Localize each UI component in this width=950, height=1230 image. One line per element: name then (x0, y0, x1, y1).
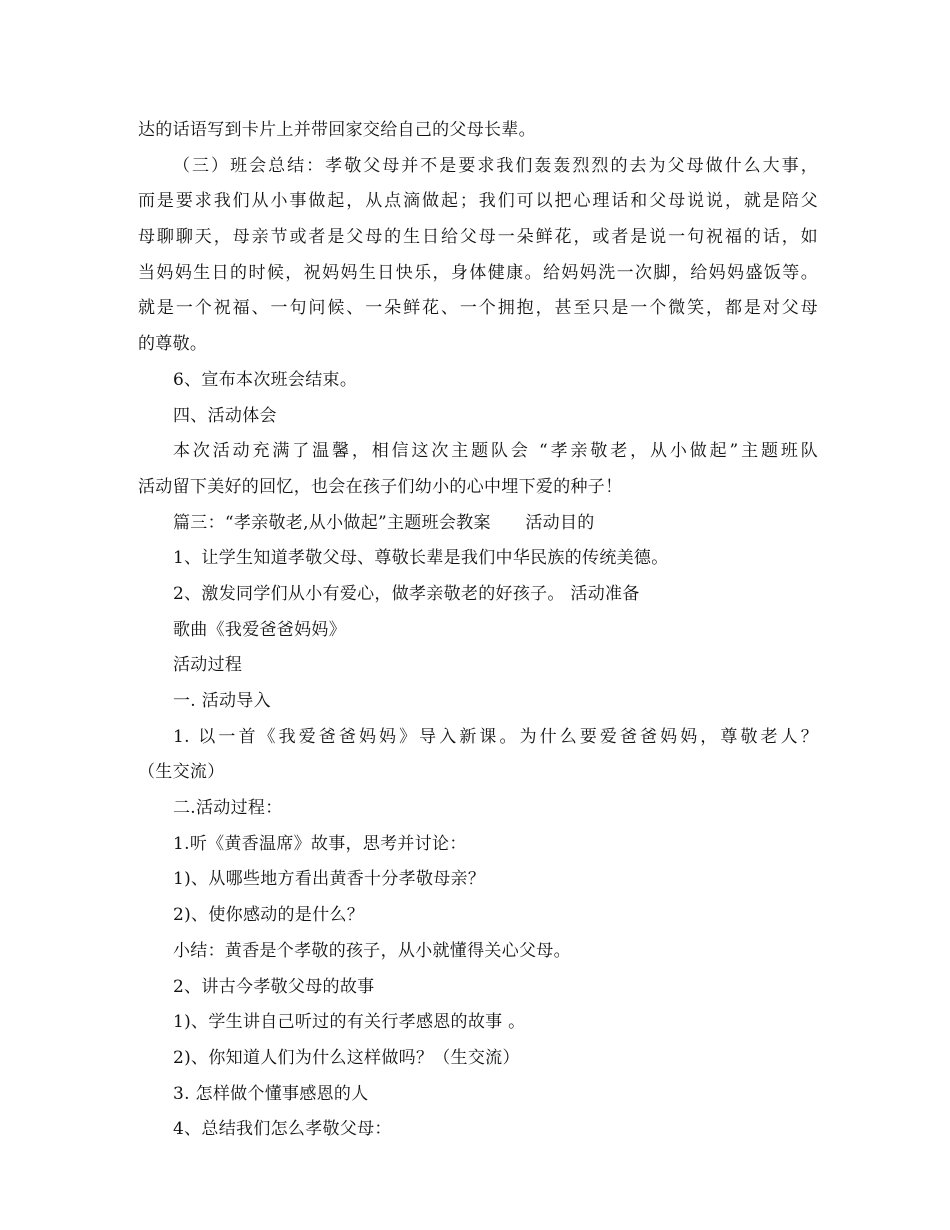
text-line: 2)、你知道人们为什么这样做吗？（生交流） (173, 1047, 520, 1068)
text-line: 四、活动体会 (173, 405, 277, 426)
text-line: 2)、使你感动的是什么？ (173, 905, 365, 926)
text-line: 而是要求我们从小事做起，从点滴做起；我们可以把心理话和父母说说，就是陪父 (138, 191, 818, 212)
text-line: 3. 怎样做个懂事感恩的人 (173, 1083, 369, 1104)
text-line: 2、激发同学们从小有爱心，做孝亲敬老的好孩子。 活动准备 (173, 583, 640, 604)
text-line: 活动过程 (173, 655, 243, 676)
document-body (138, 113, 818, 1148)
text-line: 当妈妈生日的时候，祝妈妈生日快乐，身体健康。给妈妈洗一次脚，给妈妈盛饭等。 (138, 262, 818, 283)
text-line: 的尊敬。 (138, 334, 208, 355)
text-line: 一. 活动导入 (173, 691, 271, 711)
text-line: 4、总结我们怎么孝敬父母： (173, 1119, 392, 1140)
text-line: 就是一个祝福、一句问候、一朵鲜花、一个拥抱，甚至只是一个微笑，都是对父母 (138, 298, 818, 319)
text-line: 1. 以一首《我爱爸爸妈妈》导入新课。为什么要爱爸爸妈妈，尊敬老人？ (173, 726, 818, 747)
text-line: 2、讲古今孝敬父母的故事 (173, 976, 375, 997)
text-line: 活动留下美好的回忆，也会在孩子们幼小的心中埋下爱的种子！ (138, 476, 623, 497)
text-line: 二.活动过程： (173, 798, 283, 819)
text-line: （三）班会总结：孝敬父母并不是要求我们轰轰烈烈的去为父母做什么大事， (173, 155, 818, 176)
text-line: 1)、学生讲自己听过的有关行孝感恩的故事 。 (173, 1012, 526, 1033)
text-line: 本次活动充满了温馨，相信这次主题队会 “孝亲敬老，从小做起”主题班队 (173, 441, 818, 462)
text-line: 母聊聊天，母亲节或者是父母的生日给父母一朵鲜花，或者是说一句祝福的话，如 (138, 227, 818, 248)
text-line: 达的话语写到卡片上并带回家交给自己的父母长辈。 (138, 120, 536, 140)
text-line: 歌曲《我爱爸爸妈妈》 (173, 619, 346, 640)
text-line: 小结：黄香是个孝敬的孩子，从小就懂得关心父母。 (173, 940, 571, 961)
text-line: 1.听《黄香温席》故事，思考并讨论： (173, 833, 467, 854)
text-line: 篇三：“孝亲敬老,从小做起”主题班会教案 活动目的 (173, 512, 595, 533)
text-line: 1)、从哪些地方看出黄香十分孝敬母亲？ (173, 869, 486, 890)
text-line: （生交流） (138, 762, 225, 783)
text-line: 6、宣布本次班会结束。 (173, 369, 358, 390)
text-line: 1、让学生知道孝敬父母、尊敬长辈是我们中华民族的传统美德。 (173, 548, 669, 569)
